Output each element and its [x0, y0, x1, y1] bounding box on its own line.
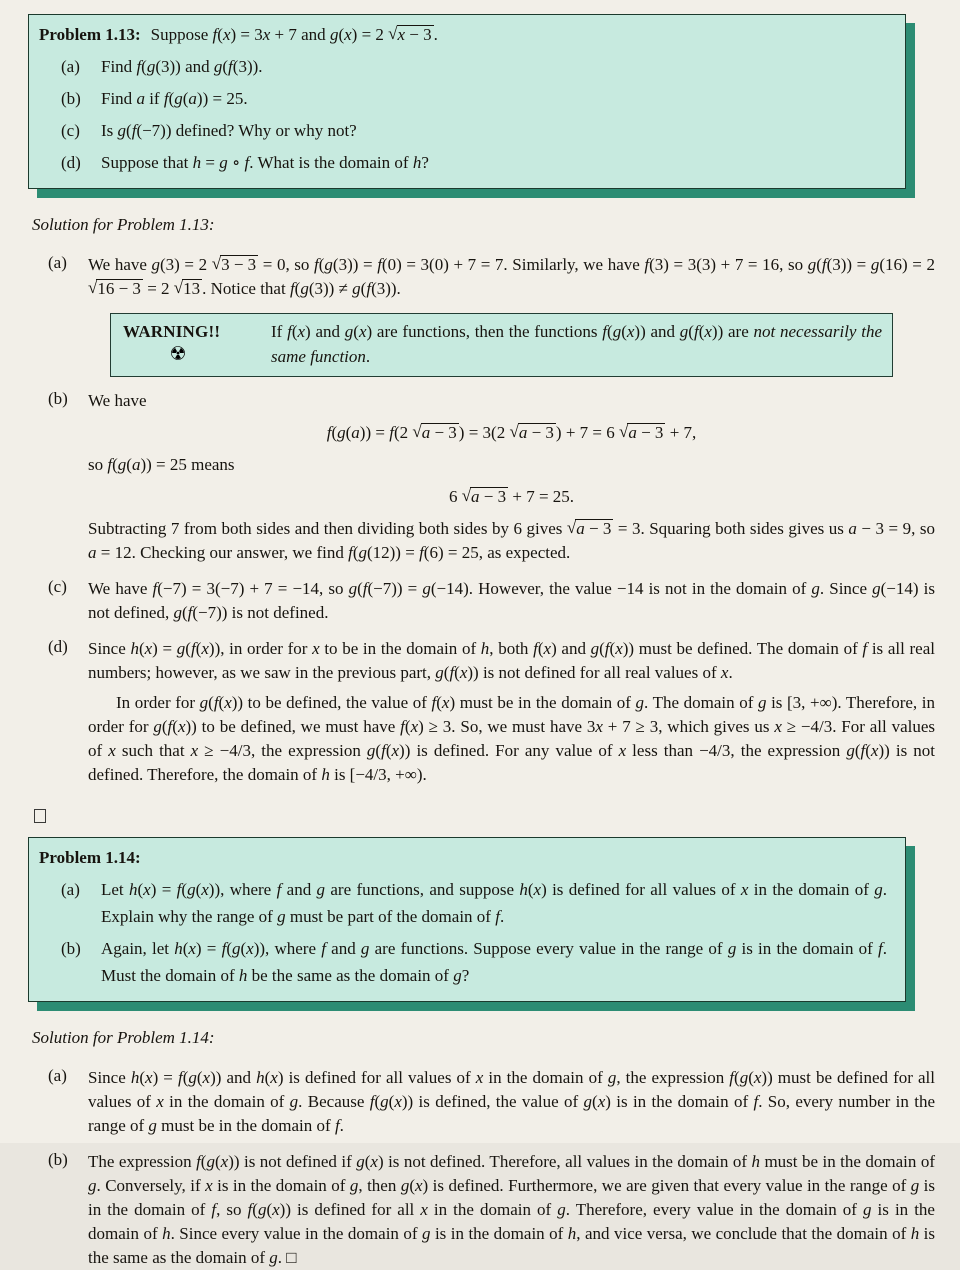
solution-1-13-part-d: [28, 637, 935, 787]
warning-label-column: [123, 319, 271, 369]
part-label: (b): [48, 1150, 68, 1169]
part-b-text: Subtracting 7 from both sides and then dividing both sides by 6 gives √a − 3 = 3. Squaring both sides gives us a − 3 = 9, so a = 12. Checking our answer, we find f(g(12)) = f(6) = 25, as expected.: [88, 518, 935, 562]
part-c-text: We have f(−7) = 3(−7) + 7 = −14, so g(f(−7)) = g(−14). However, the value −14 is not in the domain of g. Since g(−14) is not defined, g(f(−7)) is not defined.: [88, 579, 935, 622]
problem-1-13-title-label: Problem 1.13:: [39, 25, 141, 44]
item-label: (a): [61, 880, 80, 899]
item-text: Is g(f(−7)) defined? Why or why not?: [101, 121, 357, 140]
problem-1-13-item-d: [39, 149, 891, 176]
item-label: (d): [61, 153, 81, 172]
problem-1-13-title: [39, 21, 891, 48]
item-text: Find f(g(3)) and g(f(3)).: [101, 57, 263, 76]
solution-1-14-part-a: [28, 1066, 935, 1138]
part-b-middle: so f(g(a)) = 25 means: [88, 455, 235, 474]
problem-1-13-title-text: Suppose f(x) = 3x + 7 and g(x) = 2 √x − 3 .: [150, 24, 438, 44]
item-label: (c): [61, 121, 80, 140]
item-label: (b): [61, 89, 81, 108]
part-a-text: Since h(x) = f(g(x)) and h(x) is defined for all values of x in the domain of g, the expression f(g(x)) must be defined for all values of x in the domain of g. Because f(g(x)) is defined, the value of g(x) is in the domain of f. So, every number in the range of g must be in the domain of f.: [88, 1068, 936, 1135]
item-text: Let h(x) = f(g(x)), where f and g are functions, and suppose h(x) is defined for all values of x in the domain of g. Explain why the range of g must be part of the domain of f.: [101, 880, 888, 926]
solution-1-14-heading: Solution for Problem 1.14:: [32, 1028, 215, 1047]
part-label: (b): [48, 389, 68, 408]
part-d-paragraph-1: Since h(x) = g(f(x)), in order for x to be in the domain of h, both f(x) and g(f(x)) must be defined. The domain of f is all real numbers; however, as we saw in the previous part, g(f(x)) is not defined for all real values of x.: [88, 639, 935, 682]
solution-1-13-part-a: [28, 253, 935, 301]
end-of-solution-square: [34, 809, 46, 823]
problem-1-13-box: [28, 14, 906, 189]
solution-1-14-part-b: [28, 1150, 935, 1270]
part-b-intro: We have: [88, 391, 147, 410]
part-d-paragraph-2: In order for g(f(x)) to be defined, the value of f(x) must be in the domain of g. The domain of g is [3, +∞). Therefore, in order for g(f(x)) to be defined, we must have f(x) ≥ 3. So, we must have 3x + 7 ≥ 3, which gives us x ≥ −4/3. For all values of x such that x ≥ −4/3, the expression g(f(x)) is defined. For any value of x less than −4/3, the expression g(f(x)) is not defined. Therefore, the domain of h is [−4/3, +∞).: [88, 693, 935, 784]
item-label: (a): [61, 57, 80, 76]
part-label: (c): [48, 577, 67, 596]
equation-6-sqrt: 6 √a − 3 + 7 = 25.: [448, 486, 575, 506]
problem-1-14-title: [39, 844, 891, 871]
warning-box: [110, 313, 893, 377]
problem-1-14-item-a: [39, 876, 891, 930]
solution-1-13-heading: Solution for Problem 1.13:: [32, 215, 215, 234]
equation-fga-expanded: f(g(a)) = f(2 √a − 3 ) = 3(2 √a − 3 ) + 7 = 6 √a − 3 + 7,: [326, 422, 697, 442]
part-label: (a): [48, 1066, 67, 1085]
item-text: Find a if f(g(a)) = 25.: [101, 89, 248, 108]
part-label: (d): [48, 637, 68, 656]
part-a-text: We have g(3) = 2 √3 − 3 = 0, so f(g(3)) = f(0) = 3(0) + 7 = 7. Similarly, we have f(3) = 3(3) + 7 = 16, so g(f(3)) = g(16) = 2 √16 − 3 = 2 √13 . Notice that f(g(3)) ≠ g(f(3)).: [88, 254, 935, 298]
item-text: Again, let h(x) = f(g(x)), where f and g are functions. Suppose every value in the range of g is in the domain of f. Must the domain of h be the same as the domain of g?: [101, 939, 888, 985]
warning-text: If f(x) and g(x) are functions, then the functions f(g(x)) and g(f(x)) are not necessarily the same function.: [271, 322, 882, 366]
part-b-text: The expression f(g(x)) is not defined if g(x) is not defined. Therefore, all values in the domain of h must be in the domain of g. Conversely, if x is in the domain of g, then g(x) is defined. Furthermore, we are given that every value in the range of g is in the domain of f, so f(g(x)) is defined for all x in the domain of g. Therefore, every value in the domain of g is in the domain of h. Since every value in the domain of g is in the domain of h, and vice versa, we conclude that the domain of h is the same as the domain of g. □: [88, 1152, 936, 1267]
radiation-icon: ☢: [169, 343, 187, 365]
solution-1-13-part-b: [28, 389, 935, 565]
problem-1-14-title-label: Problem 1.14:: [39, 848, 141, 867]
item-label: (b): [61, 939, 81, 958]
warning-label: WARNING!!: [123, 322, 221, 341]
problem-1-13-item-b: [39, 85, 891, 112]
problem-1-13-item-a: [39, 53, 891, 80]
problem-1-14-box: [28, 837, 906, 1002]
item-text: Suppose that h = g ∘ f. What is the domain of h?: [101, 153, 429, 172]
problem-1-14-item-b: [39, 935, 891, 989]
solution-1-13-part-c: [28, 577, 935, 625]
part-label: (a): [48, 253, 67, 272]
problem-1-13-item-c: [39, 117, 891, 144]
